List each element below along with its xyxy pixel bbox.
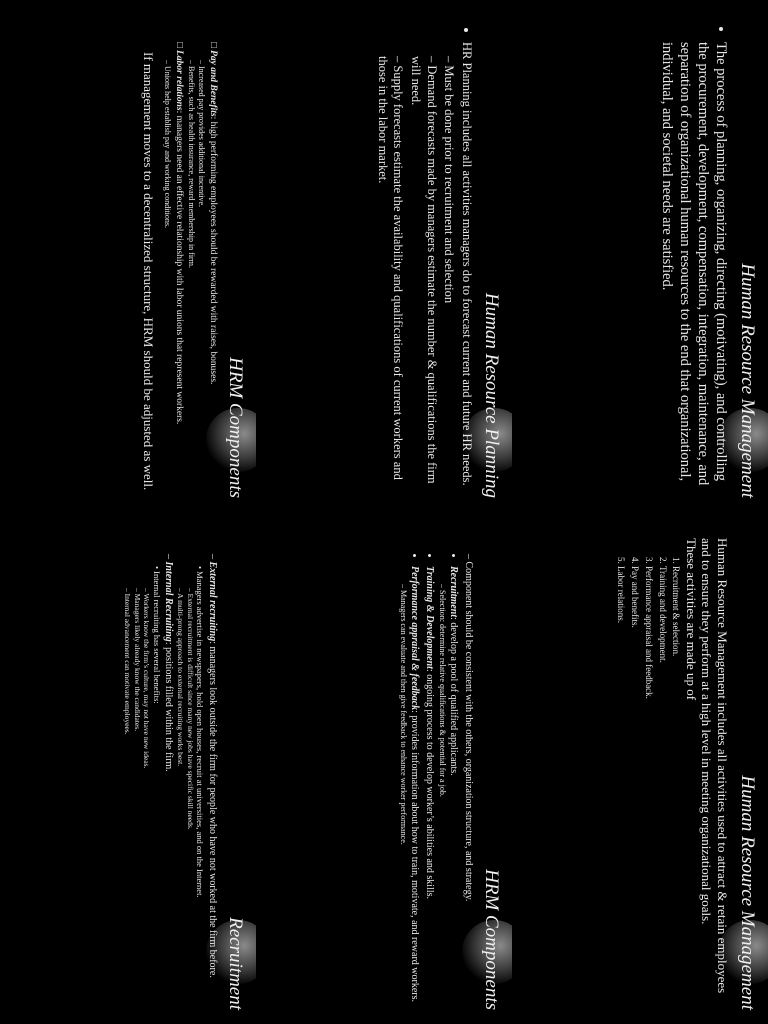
list-item: 4. Pay and benefits. <box>628 566 640 1006</box>
pay-item: □ Pay and Benefits: high performing employees should be rewarded with raises, bonuses. – Increased pay provides additional incentive. – Benefits, such as health insurance, reward membership in firm. <box>186 42 218 494</box>
lead-bullet: – Component should be consistent with the others, organization structure, and strategy. <box>462 554 475 1006</box>
column-right <box>528 0 768 1024</box>
list-item: 5. Labor relations. <box>615 566 627 1006</box>
sub-sub-bullet: – Workers know the firm’s culture, may not have new ideas. <box>142 588 151 769</box>
column-middle-right <box>272 0 512 1024</box>
slide-title: Human Resource Management <box>737 263 758 498</box>
sub-sub-bullet: – External recruitment is difficult since many new jobs have specific skill needs. <box>185 588 195 830</box>
sub-bullet: • Managers advertise in newspapers, hold open houses, recruit at universities, and on the Internet. <box>195 566 206 898</box>
training-item: • Training & Development: ongoing process to develop worker’s abilities and skills. <box>423 566 436 1006</box>
closing-text: If management moves to a decentralized structure, HRM should be adjusted as well. <box>141 52 157 491</box>
slide-hr-planning <box>272 0 512 512</box>
sub-sub-bullet: – Internal advancement can motivate employees. <box>123 588 133 735</box>
list-item: 2. Training and development. <box>656 566 668 1006</box>
slide-title: Recruitment <box>225 917 246 1010</box>
sub-bullet: • Internal recruiting has several benefits: <box>151 566 162 704</box>
sub-sub-bullet: – A multi-prong approach to external recruiting works best. <box>176 588 186 767</box>
sub-bullet: – Must be done prior to recruitment and selection <box>441 56 457 494</box>
slide-hrm-components-1 <box>272 512 512 1024</box>
performance-item: • Performance appraisal & feedback: provides information about how to train, motivate, and reward workers. – Managers can evaluate and then give feedback to enhance worker performance. <box>398 566 421 1006</box>
column-middle-left <box>16 0 256 1024</box>
bullet: • The process of planning, organizing, directing (motivating), and controlling the procurement, development, compensation, integration, maintenance, and separation of organizational human resources to the end that organizational, individual, and societal needs are satisfied. <box>658 42 731 494</box>
slide-hrm-definition <box>528 0 768 512</box>
intro-text: Human Resource Management includes all activities used to attract & retain employees and to ensure they perform at a high level in meeting organizational goals. <box>699 538 730 994</box>
slide-hrm-components-2 <box>16 0 256 512</box>
bullet: • HR Planning includes all activities managers do to forecast current and future HR needs. <box>458 42 474 494</box>
labor-item: □ Labor relations: managers need an effective relationship with labor unions that represent workers. – Unions help establish pay and working conditions. <box>162 42 184 494</box>
list-item: 1. Recruitment & selection. <box>670 566 682 1006</box>
sub-bullet: – Unions help establish pay and working conditions. <box>163 60 173 228</box>
sub-bullet: – Increased pay provides additional incentive. <box>197 60 207 208</box>
sub-bullet: – Selection: determine relative qualifications & potential for a job. <box>438 584 447 797</box>
slide-title: HRM Components <box>481 869 502 1010</box>
list-item: 3. Performance appraisal and feedback. <box>642 566 654 1006</box>
slide-title: HRM Components <box>225 357 246 498</box>
column-far-left <box>0 0 16 1024</box>
sub-bullet: – Supply forecasts estimate the availability and qualifications of current workers and those in the labor market. <box>374 56 405 494</box>
internal-item: – Internal Recruiting: positions filled within the firm. • Internal recruiting has several benefits: – Workers know the firm’s culture, may not have new ideas. – Managers likely already know the candidates. – Internal advancement can motivate employees. <box>123 554 174 1006</box>
recruitment-item: • Recruitment: develop a pool of qualified applicants. – Selection: determine relative qualifications & potential for a job. <box>437 566 460 1006</box>
sub-sub-bullet: – Managers likely already know the candidates. <box>132 588 142 732</box>
external-item: – External recruiting: managers look outside the firm for people who have not worked at the firm before. • Managers advertise in newspapers, hold open houses, recruit at universities, and on the Internet. – External recruitment is difficult since many new jobs have specific skill needs. – A multi-prong approach to external recruiting works best. <box>176 554 218 1006</box>
slide-title: Human Resource Planning <box>481 292 502 498</box>
sub-bullet: – Managers can evaluate and then give feedback to enhance worker performance. <box>399 584 408 845</box>
sub-bullet: – Demand forecasts made by managers estimate the number & qualifications the firm will need. <box>408 56 439 494</box>
slide-hrm-activities <box>528 512 768 1024</box>
sub-bullet: – Benefits, such as health insurance, reward membership in firm. <box>187 60 197 268</box>
lead-text: These activities are made up of <box>683 538 699 701</box>
slide-recruitment <box>16 512 256 1024</box>
slide-title: Human Resource Management <box>737 775 758 1010</box>
